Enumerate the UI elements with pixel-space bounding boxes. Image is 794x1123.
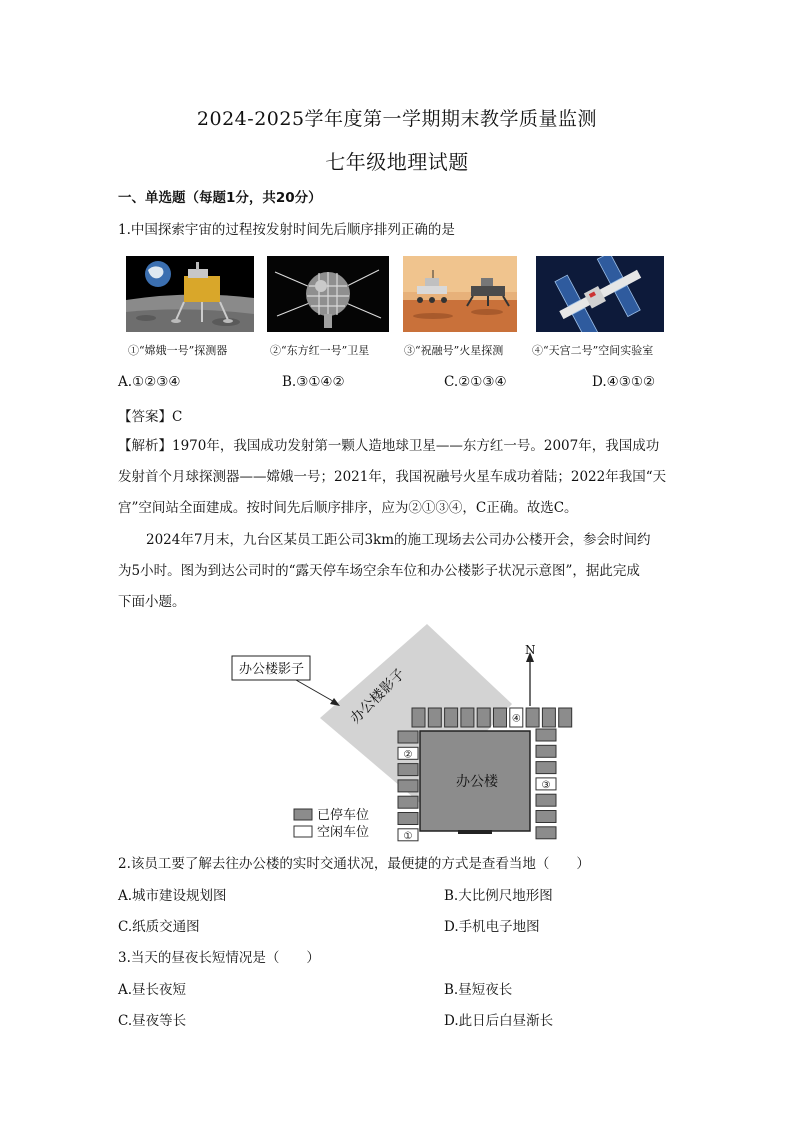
q2-option-c: C.纸质交通图 — [118, 919, 200, 935]
occupied-parking-spot — [536, 729, 556, 741]
occupied-parking-spot — [461, 708, 474, 727]
q3-option-a: A.昼长夜短 — [118, 982, 187, 998]
section-heading: 一、单选题（每题1分，共20分） — [118, 190, 322, 206]
page-title: 2024-2025学年度第一学期期末教学质量监测 — [196, 108, 598, 130]
space-station-image — [536, 256, 664, 332]
parking-spot-label: ② — [403, 749, 413, 761]
legend-occupied-swatch — [294, 809, 312, 820]
parking-spot-label: ③ — [541, 779, 551, 791]
q1-option-c: C.②①③④ — [444, 374, 507, 390]
occupied-parking-spot — [542, 708, 555, 727]
occupied-parking-spot — [398, 764, 418, 776]
image-caption-3: ③“祝融号”火星探测 — [404, 344, 504, 357]
q1-analysis — [118, 431, 678, 524]
occupied-parking-spot — [494, 708, 507, 727]
occupied-parking-spot — [559, 708, 572, 727]
occupied-parking-spot — [398, 796, 418, 808]
q3-option-d: D.此日后白昼渐长 — [444, 1013, 554, 1029]
analysis-line: 宫”空间站全面建成。按时间先后顺序排序，应为②①③④，C正确。故选C。 — [118, 500, 578, 516]
parking-spot-label: ④ — [511, 713, 521, 725]
shadow-callout-label: 办公楼影子 — [239, 662, 305, 677]
q1-answer: 【答案】C — [118, 409, 183, 425]
occupied-parking-spot — [398, 813, 418, 825]
occupied-parking-spot — [536, 745, 556, 757]
building-label: 办公楼 — [456, 774, 498, 790]
occupied-parking-spot — [398, 780, 418, 792]
occupied-parking-spot — [428, 708, 441, 727]
occupied-parking-spot — [536, 827, 556, 839]
occupied-parking-spot — [477, 708, 490, 727]
occupied-parking-spot — [526, 708, 539, 727]
satellite-image — [267, 256, 389, 332]
image-caption-1: ①“嫦娥一号”探测器 — [128, 344, 228, 357]
north-label: N — [525, 643, 536, 657]
occupied-parking-spot — [536, 811, 556, 823]
mars-rover-image — [403, 256, 517, 332]
legend-vacant-swatch — [294, 826, 312, 837]
q2-option-d: D.手机电子地图 — [444, 919, 540, 935]
q1-option-b: B.③①④② — [282, 374, 345, 390]
image-caption-2: ②“东方红一号”卫星 — [270, 344, 370, 357]
legend-occupied-label: 已停车位 — [317, 808, 370, 823]
question-3-stem: 3.当天的昼夜长短情况是（ ） — [118, 950, 320, 966]
page-subtitle: 七年级地理试题 — [325, 150, 469, 174]
question-2-stem: 2.该员工要了解去往办公楼的实时交通状况，最便捷的方式是查看当地（ ） — [118, 856, 590, 872]
q2-option-a: A.城市建设规划图 — [118, 888, 227, 904]
image-caption-4: ④“天宫二号”空间实验室 — [532, 344, 654, 357]
parking-spot-label: ① — [403, 830, 413, 842]
material-line: 下面小题。 — [118, 594, 186, 610]
shadow-label: 办公楼影子 — [347, 666, 409, 727]
q1-option-a: A.①②③④ — [118, 374, 181, 390]
occupied-parking-spot — [412, 708, 425, 727]
analysis-line: 【解析】1970年，我国成功发射第一颗人造地球卫星——东方红一号。2007年，我国成功 — [118, 438, 660, 454]
material-line: 为5小时。图为到达公司时的“露天停车场空余车位和办公楼影子状况示意图”，据此完成 — [118, 563, 640, 579]
q3-option-b: B.昼短夜长 — [444, 982, 513, 998]
occupied-parking-spot — [536, 762, 556, 774]
q1-option-d: D.④③①② — [592, 374, 656, 390]
callout-arrow — [296, 680, 338, 704]
question-1-stem: 1.中国探索宇宙的过程按发射时间先后顺序排列正确的是 — [118, 222, 455, 238]
occupied-parking-spot — [536, 794, 556, 806]
occupied-parking-spot — [445, 708, 458, 727]
analysis-line: 发射首个月球探测器——嫦娥一号；2021年，我国祝融号火星车成功着陆；2022年我国“天 — [118, 469, 667, 485]
material-line: 2024年7月末，九台区某员工距公司3km的施工现场去公司办公楼开会，参会时间约 — [146, 532, 651, 548]
material-paragraph — [118, 525, 678, 618]
legend-vacant-label: 空闲车位 — [317, 825, 370, 840]
q2-option-b: B.大比例尺地形图 — [444, 888, 553, 904]
parking-shadow-diagram — [220, 618, 580, 844]
lunar-lander-image — [126, 256, 254, 332]
occupied-parking-spot — [398, 731, 418, 743]
q3-option-c: C.昼夜等长 — [118, 1013, 187, 1029]
